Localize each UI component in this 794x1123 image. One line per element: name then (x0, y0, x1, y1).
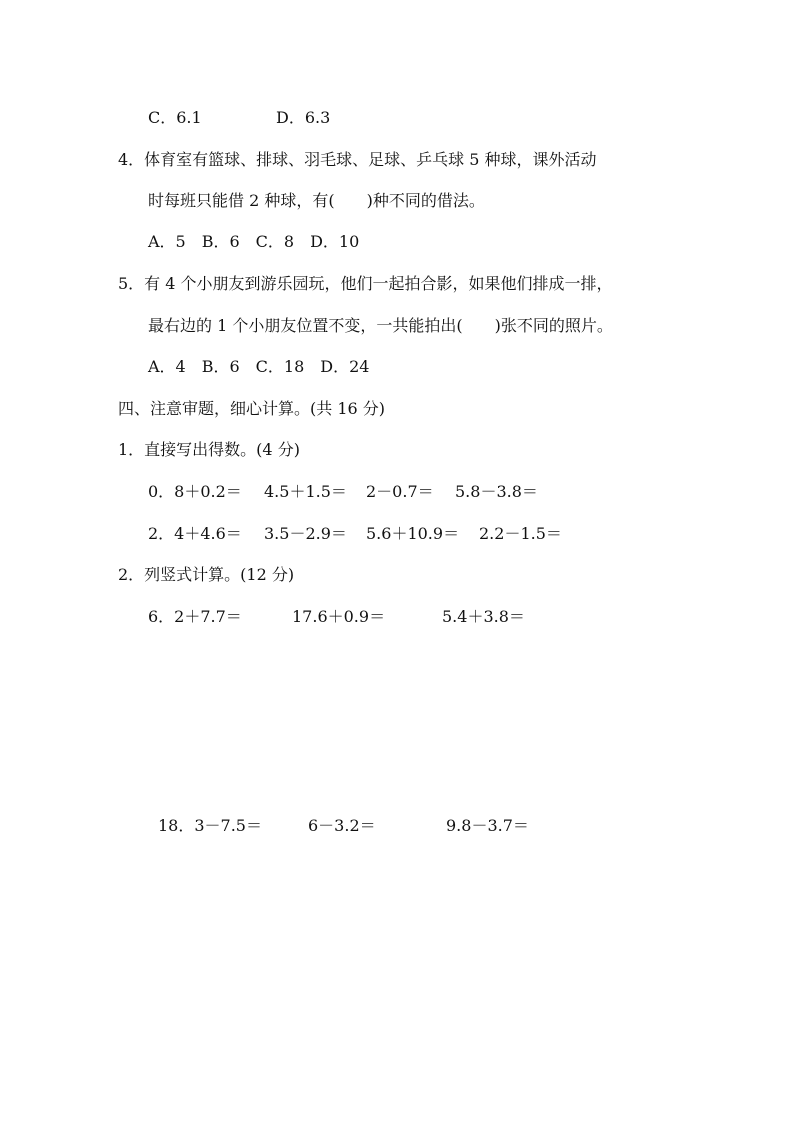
q3-option-d: D．6.3 (276, 108, 331, 127)
calc-item: 2．4＋4.6＝ (148, 524, 242, 543)
calc-item: 5.8－3.8＝ (455, 482, 538, 501)
calc-item: 0．8＋0.2＝ (148, 482, 242, 501)
part2-row2 (158, 816, 529, 896)
q4-text-line1: 4．体育室有篮球、排球、羽毛球、足球、乒乓球 5 种球，课外活动 (118, 150, 597, 169)
section4-part1-title: 1．直接写出得数。(4 分) (118, 440, 300, 459)
q5-text-line1: 5．有 4 个小朋友到游乐园玩，他们一起拍合影，如果他们排成一排， (118, 274, 613, 293)
q3-option-c: C．6.1 (148, 108, 202, 127)
vertical-calc-item: 17.6＋0.9＝ (292, 607, 386, 626)
calc-item: 2.2－1.5＝ (479, 524, 562, 543)
q4-options: A．5 B．6 C．8 D．10 (148, 232, 360, 251)
calc-item: 3.5－2.9＝ (264, 524, 347, 543)
q4-text-line2: 时每班只能借 2 种球，有( )种不同的借法。 (148, 191, 485, 210)
vertical-calc-item: 6－3.2＝ (308, 816, 376, 835)
part2-row1 (148, 607, 525, 687)
vertical-calc-item: 9.8－3.7＝ (446, 816, 529, 835)
vertical-calc-item: 5.4＋3.8＝ (442, 607, 525, 626)
q5-options: A．4 B．6 C．18 D．24 (148, 357, 370, 376)
section4-part2-title: 2．列竖式计算。(12 分) (118, 565, 295, 584)
section4-title: 四、注意审题，细心计算。(共 16 分) (118, 399, 386, 418)
vertical-calc-item: 18．3－7.5＝ (158, 816, 262, 835)
calc-item: 5.6＋10.9＝ (366, 524, 460, 543)
calc-item: 4.5＋1.5＝ (264, 482, 347, 501)
q5-text-line2: 最右边的 1 个小朋友位置不变，一共能拍出( )张不同的照片。 (148, 316, 613, 335)
calc-item: 2－0.7＝ (366, 482, 434, 501)
vertical-calc-item: 6．2＋7.7＝ (148, 607, 242, 626)
